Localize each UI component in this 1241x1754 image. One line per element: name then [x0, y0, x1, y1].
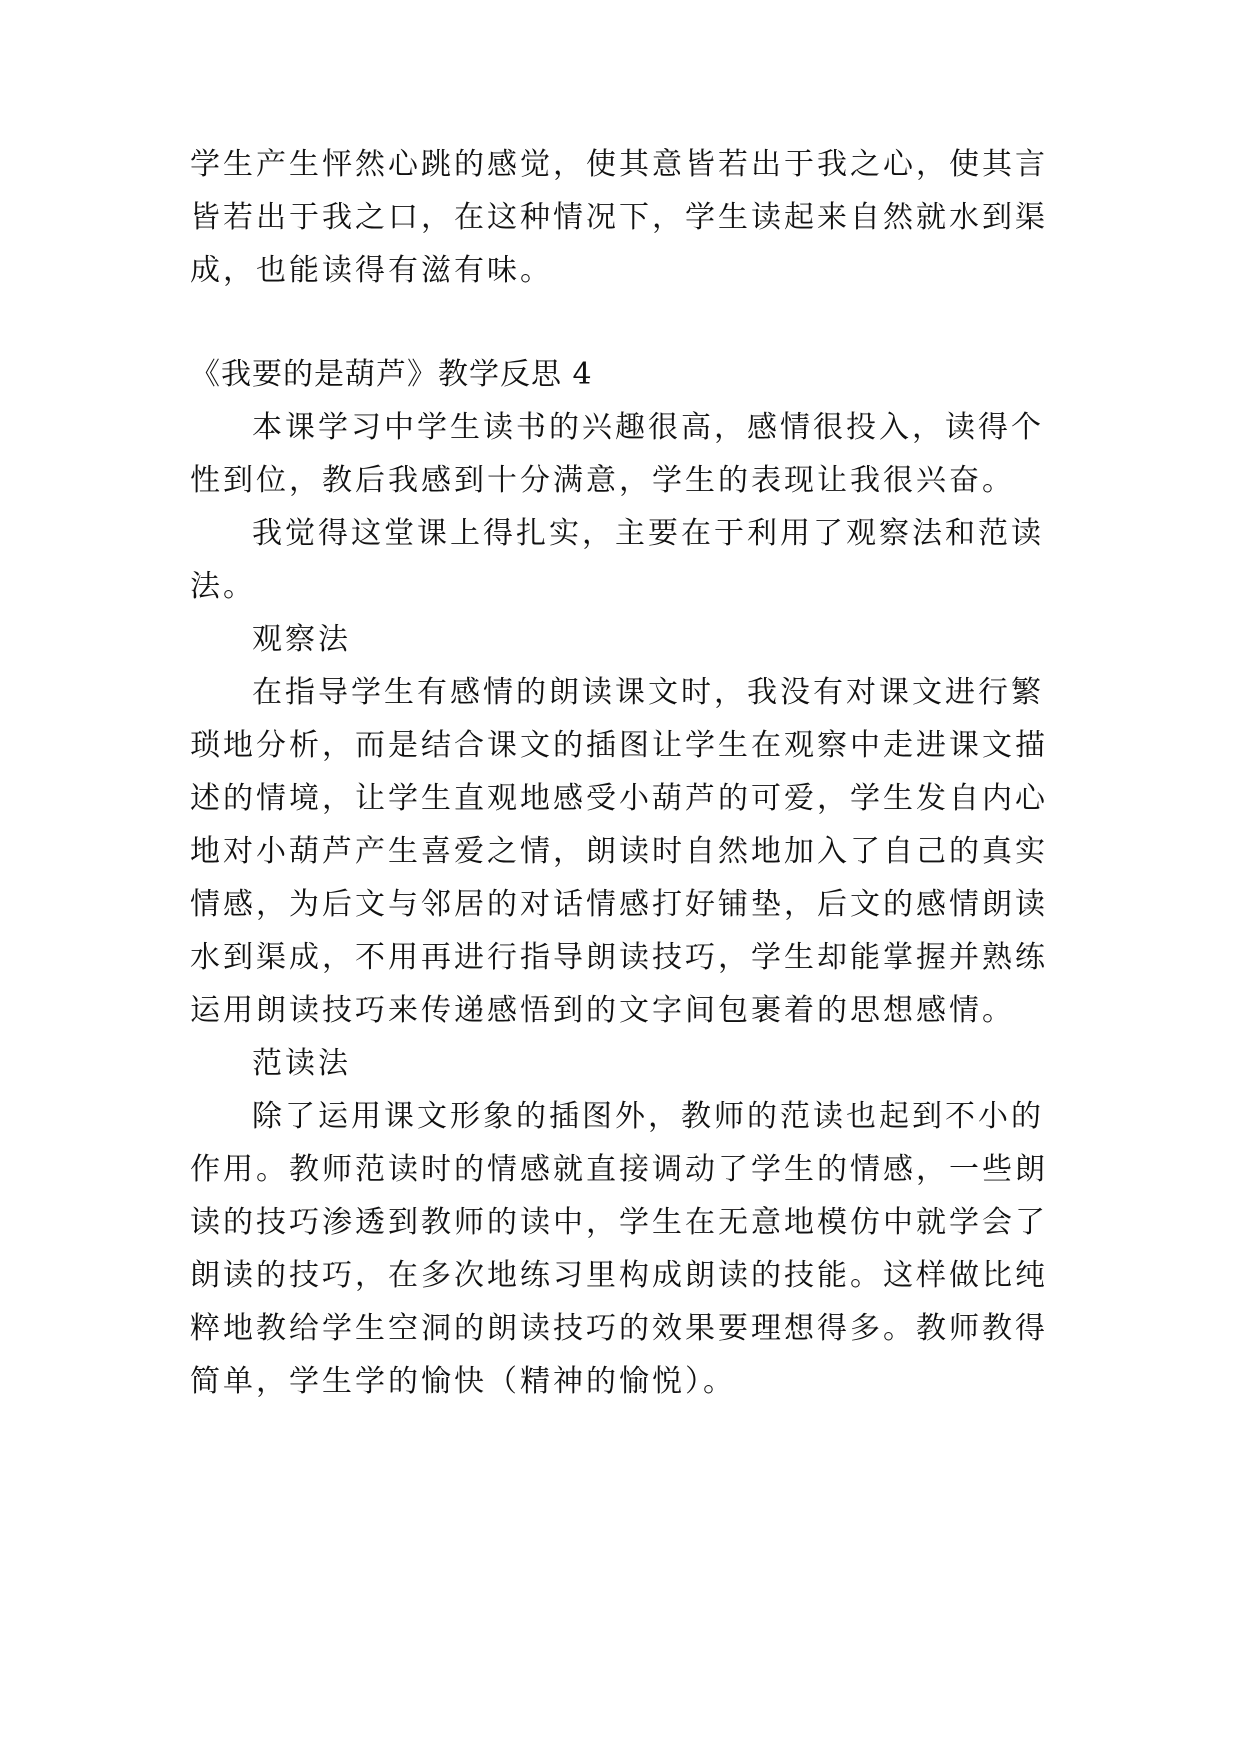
text-line: 除了运用课文形象的插图外，教师的范读也起到不小的: [252, 1099, 1044, 1134]
text-line: 运用朗读技巧来传递感悟到的文字间包裹着的思想感情。: [190, 993, 1015, 1028]
text-line: 水到渠成，不用再进行指导朗读技巧，学生却能掌握并熟练: [190, 940, 1048, 975]
text-line: 读的技巧渗透到教师的读中，学生在无意地模仿中就学会了: [190, 1205, 1048, 1240]
text-line: 述的情境，让学生直观地感受小葫芦的可爱，学生发自内心: [190, 781, 1048, 816]
text-line: 性到位，教后我感到十分满意，学生的表现让我很兴奋。: [190, 463, 1015, 498]
text-line: 法。: [190, 569, 256, 604]
text-line: 本课学习中学生读书的兴趣很高，感情很投入，读得个: [252, 410, 1044, 445]
section-title: 《我要的是葫芦》教学反思 4: [190, 357, 593, 392]
text-line: 作用。教师范读时的情感就直接调动了学生的情感，一些朗: [190, 1152, 1048, 1187]
subheading-observe: 观察法: [252, 622, 351, 657]
text-line: 皆若出于我之口，在这种情况下，学生读起来自然就水到渠: [190, 200, 1048, 235]
text-line: 成，也能读得有滋有味。: [190, 253, 553, 288]
text-line: 地对小葫芦产生喜爱之情，朗读时自然地加入了自己的真实: [190, 834, 1048, 869]
text-line: 朗读的技巧，在多次地练习里构成朗读的技能。这样做比纯: [190, 1258, 1048, 1293]
subheading-model-reading: 范读法: [252, 1046, 351, 1081]
text-line: 简单，学生学的愉快（精神的愉悦）。: [190, 1364, 736, 1399]
text-line: 情感，为后文与邻居的对话情感打好铺垫，后文的感情朗读: [190, 887, 1048, 922]
text-line: 在指导学生有感情的朗读课文时，我没有对课文进行繁: [252, 675, 1044, 710]
text-line: 粹地教给学生空洞的朗读技巧的效果要理想得多。教师教得: [190, 1311, 1048, 1346]
text-line: 学生产生怦然心跳的感觉，使其意皆若出于我之心，使其言: [190, 147, 1048, 182]
text-line: 琐地分析，而是结合课文的插图让学生在观察中走进课文描: [190, 728, 1048, 763]
text-line: 我觉得这堂课上得扎实，主要在于利用了观察法和范读: [252, 516, 1044, 551]
